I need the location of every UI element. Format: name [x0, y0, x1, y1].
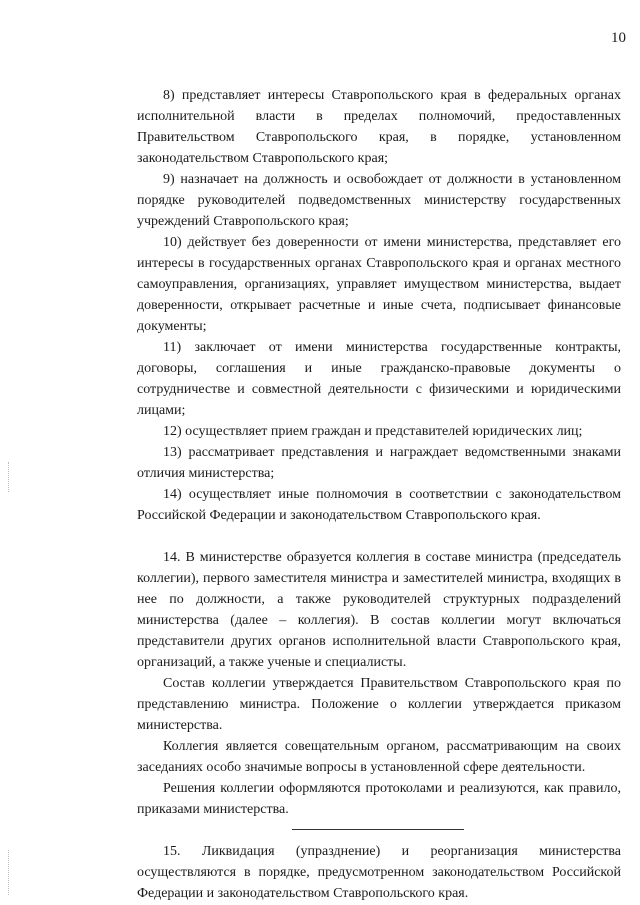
- section-14-paragraph: 14. В министерстве образуется коллегия в составе министра (председатель коллегии), первого заместителя министра и заместителей министра, входящих в нее по должности, а также руководителей структурных подразделений министерства (далее – коллегия). В состав коллегии могут включаться представители других органов исполнительной власти Ставропольского края, организаций, а также ученые и специалисты.: [137, 550, 621, 670]
- margin-dots: [8, 850, 10, 895]
- collegium-composition-paragraph: Состав коллегии утверждается Правительством Ставропольского края по представлению министра. Положение о коллегии утверждается приказом министерства.: [137, 676, 621, 733]
- margin-dots: [8, 462, 10, 492]
- paragraph-item-12: 12) осуществляет прием граждан и представителей юридических лиц;: [163, 424, 583, 439]
- paragraph-item-8: 8) представляет интересы Ставропольского края в федеральных органах исполнительной власти в пределах полномочий, предоставленных Правительством Ставропольского края, в порядке, установленном законодательством Ставропольского края;: [137, 88, 621, 166]
- collegium-decisions-paragraph: Решения коллегии оформляются протоколами и реализуются, как правило, приказами министерства.: [137, 781, 621, 817]
- collegium-role-paragraph: Коллегия является совещательным органом, рассматривающим на своих заседаниях особо значимые вопросы в установленной сфере деятельности.: [137, 739, 621, 775]
- section-gap: [137, 820, 621, 841]
- page-number: 10: [611, 30, 626, 46]
- paragraph-item-10: 10) действует без доверенности от имени министерства, представляет его интересы в государственных органах Ставропольского края и органах местного самоуправления, организациях, управляет имуществом министерства, выдает доверенности, открывает расчетные и иные счета, подписывает финансовые документы;: [137, 235, 621, 334]
- paragraph-item-13: 13) рассматривает представления и награждает ведомственными знаками отличия министерства;: [137, 445, 621, 481]
- document-body: [137, 85, 621, 904]
- paragraph-item-11: 11) заключает от имени министерства государственные контракты, договоры, соглашения и иные гражданско-правовые документы о сотрудничестве и совместной деятельности с физическими и юридическими лицами;: [137, 340, 621, 418]
- end-of-document-rule: [292, 829, 464, 830]
- section-gap: [137, 526, 621, 547]
- paragraph-item-9: 9) назначает на должность и освобождает от должности в установленном порядке руководителей подведомственных министерству государственных учреждений Ставропольского края;: [137, 172, 621, 229]
- paragraph-item-14: 14) осуществляет иные полномочия в соответствии с законодательством Российской Федерации и законодательством Ставропольского края.: [137, 487, 621, 523]
- section-15-paragraph: 15. Ликвидация (упразднение) и реорганизация министерства осуществляются в порядке, предусмотренном законодательством Российской Федерации и законодательством Ставропольского края.: [137, 844, 621, 901]
